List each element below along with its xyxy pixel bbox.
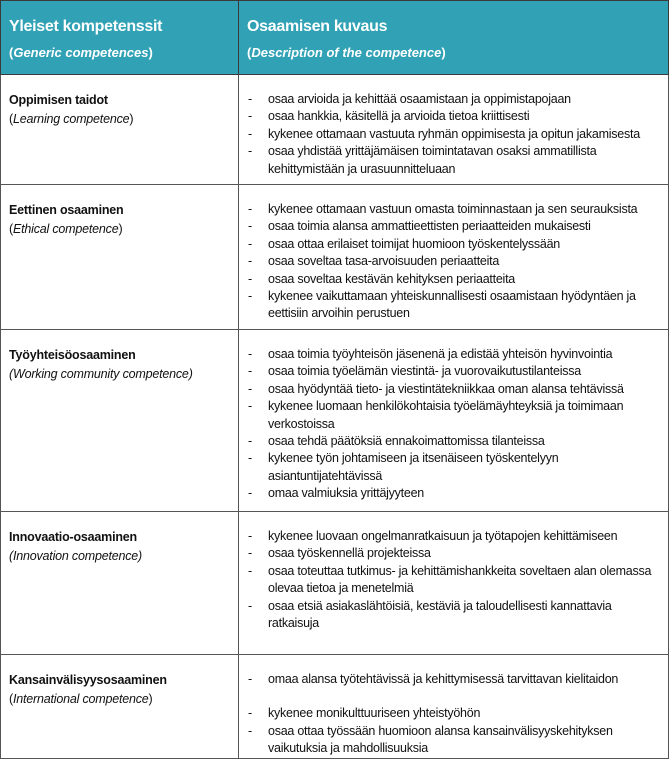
description-item: - osaa toimia työelämän viestintä- ja vuorovaikutustilanteissa (239, 363, 668, 380)
description-item: - osaa toimia alansa ammattieettisten periaatteiden mukaisesti (239, 218, 668, 235)
description-item: - kykenee työn johtamiseen ja itsenäiseen työskentelyyn asiantuntijatehtävissä (239, 450, 668, 485)
description-item: - osaa soveltaa kestävän kehityksen periaatteita (239, 271, 668, 288)
description-item: - kykenee ottamaan vastuuta ryhmän oppimisesta ja opitun jakamisesta (239, 126, 668, 143)
description-cell (239, 655, 669, 759)
competence-english: (Innovation competence) (9, 549, 142, 563)
competence-cell (1, 75, 239, 185)
competence-name: Työyhteisöosaaminen (9, 348, 136, 362)
competence-cell (1, 330, 239, 512)
table-row (1, 330, 669, 512)
description-item: - kykenee vaikuttamaan yhteiskunnallisesti osaamistaan hyödyntäen ja eettisiin arvoihin perustuen (239, 288, 668, 323)
competence-english: (Learning competence) (9, 112, 134, 126)
header-col-description (239, 1, 669, 75)
competence-english-text: Ethical competence (12, 222, 119, 236)
description-item: - osaa ottaa erilaiset toimijat huomioon työskentelyssään (239, 236, 668, 253)
description-cell (239, 185, 669, 330)
description-item: - osaa etsiä asiakaslähtöisiä, kestäviä ja taloudellisesti kannattavia ratkaisuja (239, 598, 668, 633)
header-col1-title: Yleiset kompetenssit (9, 18, 163, 35)
description-item: - osaa arvioida ja kehittää osaamistaan ja oppimistapojaan (239, 91, 668, 108)
description-cell (239, 512, 669, 655)
competence-cell (1, 512, 239, 655)
table-row (1, 655, 669, 759)
description-list (239, 528, 668, 632)
description-item: - osaa tehdä päätöksiä ennakoimattomissa tilanteissa (239, 433, 668, 450)
header-col-competences (1, 1, 239, 75)
description-item: - osaa hyödyntää tieto- ja viestintätekniikkaa oman alansa tehtävissä (239, 381, 668, 398)
competence-english-text: Innovation competence (12, 549, 139, 563)
competence-cell (1, 185, 239, 330)
description-list (239, 671, 668, 758)
description-item: - osaa toteuttaa tutkimus- ja kehittämishankkeita soveltaen alan olemassa olevaa tietoa ja menetelmiä (239, 563, 668, 598)
competence-english-text: Working community competence (12, 367, 189, 381)
description-cell (239, 75, 669, 185)
competence-name: Innovaatio-osaaminen (9, 530, 137, 544)
description-item: - kykenee luomaan henkilökohtaisia työelämäyhteyksiä ja toimimaan verkostoissa (239, 398, 668, 433)
competence-name: Kansainvälisyysosaaminen (9, 673, 167, 687)
competence-english-text: International competence (12, 692, 149, 706)
description-list (239, 201, 668, 323)
competence-cell (1, 655, 239, 759)
header-col1-subtitle: (Generic competences) (9, 45, 153, 60)
table-header-row (1, 1, 669, 75)
table-row (1, 185, 669, 330)
description-item: - omaa valmiuksia yrittäjyyteen (239, 485, 668, 502)
description-item: - osaa soveltaa tasa-arvoisuuden periaatteita (239, 253, 668, 270)
description-item: - osaa työskennellä projekteissa (239, 545, 668, 562)
description-item: - kykenee luovaan ongelmanratkaisuun ja työtapojen kehittämiseen (239, 528, 668, 545)
competence-name: Oppimisen taidot (9, 93, 108, 107)
competence-english: (Working community competence) (9, 367, 193, 381)
description-item: - osaa toimia työyhteisön jäsenenä ja edistää yhteisön hyvinvointia (239, 346, 668, 363)
description-cell (239, 330, 669, 512)
table-row (1, 75, 669, 185)
header-col2-subtitle-text: Description of the competence (251, 45, 442, 60)
description-item: - kykenee ottamaan vastuun omasta toiminnastaan ja sen seurauksista (239, 201, 668, 218)
competence-english-text: Learning competence (12, 112, 130, 126)
description-list (239, 346, 668, 503)
competence-name: Eettinen osaaminen (9, 203, 124, 217)
description-item: - osaa hankkia, käsitellä ja arvioida tietoa kriittisesti (239, 108, 668, 125)
header-col2-subtitle: (Description of the competence) (247, 45, 446, 60)
competence-english: (International competence) (9, 692, 153, 706)
description-item: - kykenee monikulttuuriseen yhteistyöhön (239, 705, 668, 722)
header-col2-title: Osaamisen kuvaus (247, 18, 388, 35)
header-col1-subtitle-text: Generic competences (13, 45, 149, 60)
description-item: - osaa yhdistää yrittäjämäisen toimintatavan osaksi ammatillista kehittymistään ja urasuunnitteluaan (239, 143, 668, 178)
description-list (239, 91, 668, 178)
table-row (1, 512, 669, 655)
description-item: - omaa alansa työtehtävissä ja kehittymisessä tarvittavan kielitaidon (239, 671, 668, 688)
competence-english: (Ethical competence) (9, 222, 123, 236)
description-item: - osaa ottaa työssään huomioon alansa kansainvälisyyskehityksen vaikutuksia ja mahdollisuuksia (239, 723, 668, 758)
